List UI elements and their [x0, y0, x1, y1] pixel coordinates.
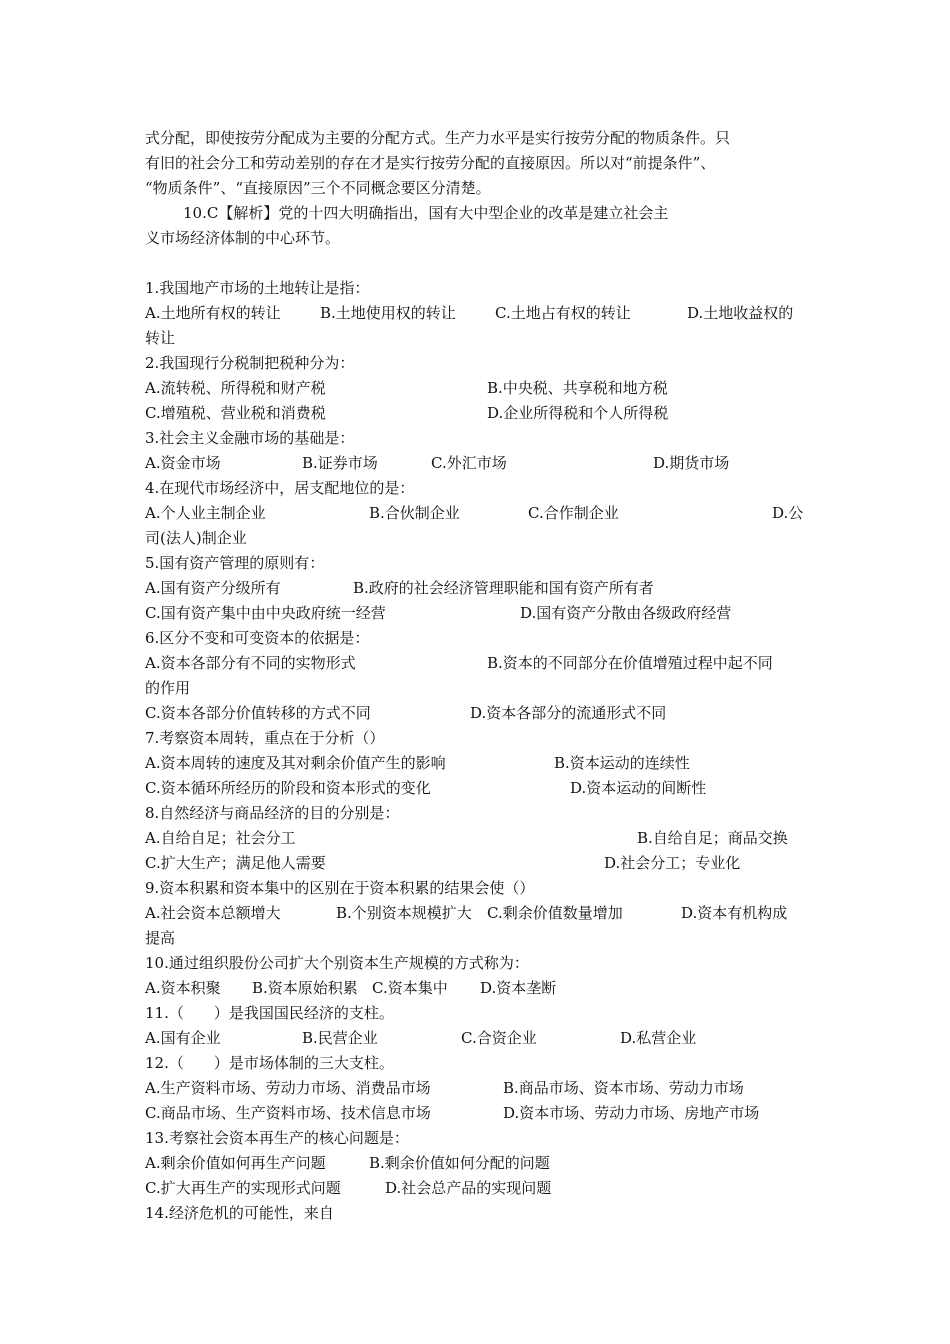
options-row [145, 1151, 815, 1176]
question-13: 13.考察社会资本再生产的核心问题是： [145, 1129, 409, 1147]
answer-explanation [145, 126, 815, 251]
option-d: D.企业所得税和个人所得税 [487, 404, 669, 422]
option-b: B.资本运动的连续性 [554, 754, 690, 772]
option-c: C.资本各部分价值转移的方式不同 [145, 704, 371, 722]
question-7: 7.考察资本周转，重点在于分析（） [145, 729, 385, 747]
answer-10-cont: 义市场经济体制的中心环节。 [145, 229, 341, 247]
question-11: 11.（ ）是我国国民经济的支柱。 [145, 1004, 394, 1022]
option-c: C.资本循环所经历的阶段和资本形式的变化 [145, 779, 431, 797]
options-row [145, 776, 815, 801]
option-c: C.国有资产集中由中央政府统一经营 [145, 604, 386, 622]
option-a: A.社会资本总额增大 [145, 904, 281, 922]
question-list [145, 276, 815, 1226]
options-row [145, 401, 815, 426]
option-a: A.国有资产分级所有 [145, 579, 281, 597]
option-a: A.资本积聚 [145, 979, 221, 997]
question-2: 2.我国现行分税制把税种分为： [145, 354, 355, 372]
option-d: D.土地收益权的 [687, 304, 794, 322]
text-line: 式分配，即使按劳分配成为主要的分配方式。生产力水平是实行按劳分配的物质条件。只 [145, 129, 731, 147]
option-a: A.生产资料市场、劳动力市场、消费品市场 [145, 1079, 431, 1097]
option-b: B.个别资本规模扩大 [336, 904, 472, 922]
option-continuation: 的作用 [145, 679, 191, 697]
question-4: 4.在现代市场经济中，居支配地位的是： [145, 479, 415, 497]
option-b: B.资本原始积累 [252, 979, 358, 997]
options-row [145, 601, 815, 626]
option-d: D.国有资产分散由各级政府经营 [520, 604, 732, 622]
question-1: 1.我国地产市场的土地转让是指： [145, 279, 370, 297]
text-line: “物质条件”、“直接原因”三个不同概念要区分清楚。 [145, 179, 491, 197]
question-10: 10.通过组织股份公司扩大个别资本生产规模的方式称为： [145, 954, 529, 972]
options-row [145, 701, 815, 726]
option-a: A.资金市场 [145, 454, 221, 472]
question-3: 3.社会主义金融市场的基础是： [145, 429, 355, 447]
option-b: B.自给自足；商品交换 [637, 829, 788, 847]
options-row [145, 376, 815, 401]
option-d: D.资本运动的间断性 [570, 779, 707, 797]
question-8: 8.自然经济与商品经济的目的分别是： [145, 804, 400, 822]
options-row [145, 1076, 815, 1101]
options-row [145, 576, 815, 601]
question-14: 14.经济危机的可能性，来自 [145, 1204, 334, 1222]
options-row [145, 501, 815, 526]
option-c: C.合资企业 [461, 1029, 537, 1047]
option-continuation: 司(法人)制企业 [145, 529, 247, 547]
options-row [145, 826, 815, 851]
option-d: D.资本各部分的流通形式不同 [470, 704, 667, 722]
option-b: B.商品市场、资本市场、劳动力市场 [503, 1079, 744, 1097]
option-d: D.资本市场、劳动力市场、房地产市场 [503, 1104, 760, 1122]
option-a: A.剩余价值如何再生产问题 [145, 1154, 326, 1172]
options-row [145, 976, 815, 1001]
option-d: D.社会总产品的实现问题 [385, 1179, 552, 1197]
option-b: B.土地使用权的转让 [320, 304, 456, 322]
answer-10: 10.C【解析】党的十四大明确指出，国有大中型企业的改革是建立社会主 [183, 204, 669, 222]
option-continuation: 提高 [145, 929, 176, 947]
option-c: C.外汇市场 [431, 454, 507, 472]
option-c: C.增殖税、营业税和消费税 [145, 404, 326, 422]
option-c: C.扩大再生产的实现形式问题 [145, 1179, 341, 1197]
options-row [145, 751, 815, 776]
text-line: 有旧的社会分工和劳动差别的存在才是实行按劳分配的直接原因。所以对“前提条件”、 [145, 154, 716, 172]
option-d: D.公 [772, 504, 804, 522]
option-b: B.证券市场 [302, 454, 378, 472]
question-12: 12.（ ）是市场体制的三大支柱。 [145, 1054, 394, 1072]
options-row [145, 1026, 815, 1051]
options-row [145, 851, 815, 876]
document-page [145, 126, 815, 1226]
options-row [145, 1176, 815, 1201]
option-a: A.资本各部分有不同的实物形式 [145, 654, 356, 672]
option-b: B.合伙制企业 [369, 504, 460, 522]
option-b: B.剩余价值如何分配的问题 [369, 1154, 550, 1172]
options-row [145, 1101, 815, 1126]
option-a: A.土地所有权的转让 [145, 304, 281, 322]
option-continuation: 转让 [145, 329, 176, 347]
option-d: D.期货市场 [653, 454, 730, 472]
question-9: 9.资本积累和资本集中的区别在于资本积累的结果会使（） [145, 879, 535, 897]
option-a: A.自给自足；社会分工 [145, 829, 296, 847]
option-c: C.商品市场、生产资料市场、技术信息市场 [145, 1104, 431, 1122]
option-c: C.合作制企业 [528, 504, 619, 522]
question-5: 5.国有资产管理的原则有： [145, 554, 325, 572]
option-b: B.民营企业 [302, 1029, 378, 1047]
option-a: A.资本周转的速度及其对剩余价值产生的影响 [145, 754, 446, 772]
option-b: B.中央税、共享税和地方税 [487, 379, 668, 397]
option-a: A.流转税、所得税和财产税 [145, 379, 326, 397]
option-d: D.资本垄断 [480, 979, 557, 997]
options-row [145, 901, 815, 926]
option-b: B.资本的不同部分在价值增殖过程中起不同 [487, 654, 773, 672]
option-a: A.国有企业 [145, 1029, 221, 1047]
option-b: B.政府的社会经济管理职能和国有资产所有者 [353, 579, 654, 597]
option-a: A.个人业主制企业 [145, 504, 266, 522]
option-c: C.土地占有权的转让 [495, 304, 631, 322]
option-d: D.社会分工；专业化 [604, 854, 741, 872]
option-c: C.剩余价值数量增加 [487, 904, 623, 922]
option-c: C.资本集中 [372, 979, 448, 997]
option-c: C.扩大生产；满足他人需要 [145, 854, 326, 872]
options-row [145, 301, 815, 326]
options-row [145, 451, 815, 476]
option-d: D.私营企业 [620, 1029, 697, 1047]
question-6: 6.区分不变和可变资本的依据是： [145, 629, 370, 647]
option-d: D.资本有机构成 [681, 904, 788, 922]
options-row [145, 651, 815, 676]
